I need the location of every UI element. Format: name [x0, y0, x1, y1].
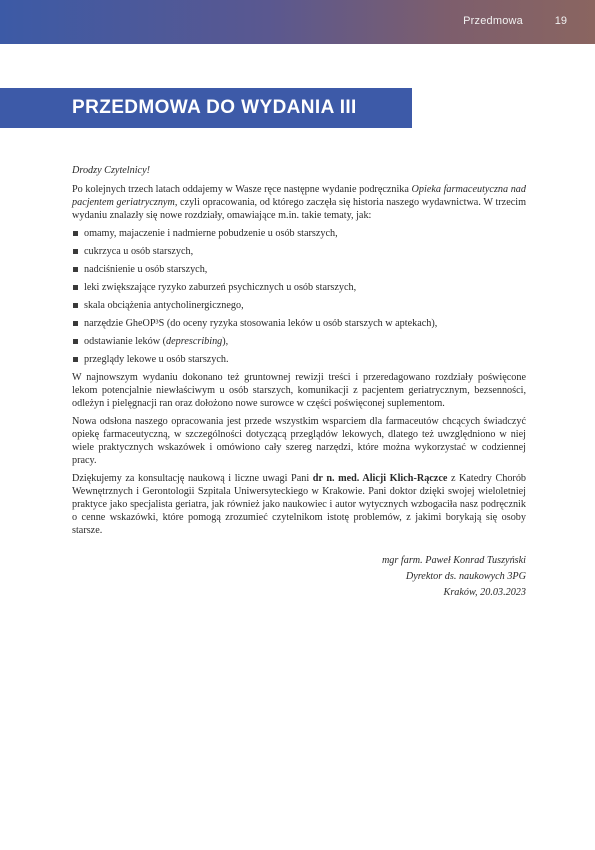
- revision-paragraph: W najnowszym wydaniu dokonano też gruntownej rewizji treści i przeredagowano rozdziały poświęcone lekom potencjalnie niewłaściwym u osób starszych, komunikacji z pacjentem geriatrycznym, bezsenności, odleżyn i pielęgnacji ran oraz dołożono nowe surowce w części poświęconej suplementom.: [72, 372, 526, 409]
- title-band: [0, 88, 412, 128]
- intro-text-2: , czyli opracowania, od którego zaczęła się historia naszego wydawnictwa. W trzecim wydaniu znalazły się nowe rozdziały, omawiające m.in. takie tematy, jak:: [72, 197, 526, 221]
- intro-paragraph: [72, 183, 526, 222]
- list-item: nadciśnienie u osób starszych,: [72, 263, 526, 276]
- list-item: cukrzyca u osób starszych,: [72, 245, 526, 258]
- intro-text-1: Po kolejnych trzech latach oddajemy w Wasze ręce następne wydanie podręcznika: [72, 184, 412, 195]
- deprescribing-post: ),: [222, 336, 229, 347]
- section-title: Przedmowa: [463, 15, 523, 27]
- ack-text-2: z Katedry Chorób Wewnętrznych i Gerontologii Szpitala Uniwersyteckiego w Krakowie. Pani doktor dzięki swojej wieloletniej praktyce jako specjalista geriatra, jak również jako naukowiec i autor wytycznych wzbogaciła nasz podręcznik o cenne wskazówki, które pomogą zrozumieć czytelnikom istotę problemów, z jakimi borykają się osoby starsze.: [72, 473, 527, 536]
- list-item: [72, 335, 526, 348]
- list-item: omamy, majaczenie i nadmierne pobudzenie u osób starszych,: [72, 227, 526, 240]
- book-title: Opieka farmaceutyczna nad pacjentem geriatrycznym: [72, 184, 526, 208]
- list-item: leki zwiększające ryzyko zaburzeń psychicznych u osób starszych,: [72, 281, 526, 294]
- preface-body: [72, 164, 526, 601]
- header-bar: [0, 0, 595, 44]
- list-item: narzędzie GheOP³S (do oceny ryzyka stosowania leków u osób starszych w aptekach),: [72, 317, 526, 330]
- topics-list: [72, 227, 526, 366]
- acknowledgement-paragraph: [72, 472, 526, 537]
- ack-text-1: Dziękujemy za konsultację naukową i liczne uwagi Pani: [72, 473, 313, 484]
- list-item: przeglądy lekowe u osób starszych.: [72, 353, 526, 366]
- consultant-name: dr n. med. Alicji Klich-Rączce: [312, 473, 448, 484]
- page-title: PRZEDMOWA DO WYDANIA III: [72, 97, 357, 118]
- deprescribing-pre: odstawianie leków (: [84, 336, 167, 347]
- page-number: 19: [554, 15, 567, 27]
- pharmacist-paragraph: Nowa odsłona naszego opracowania jest przede wszystkim wsparciem dla farmaceutów chcących świadczyć opiekę farmaceutyczną, w szczególności dotyczącą przeglądów lekowych, dlatego też uwzględniono w niej wiele praktycznych wskazówek i omówiono cały szereg narzędzi, które można wykorzystać w codziennej pracy.: [72, 416, 526, 466]
- list-item: skala obciążenia antycholinergicznego,: [72, 299, 526, 312]
- greeting: Drodzy Czytelnicy!: [72, 165, 150, 176]
- signature-block: [72, 553, 526, 601]
- signature-role: Dyrektor ds. naukowych 3PG: [405, 571, 526, 582]
- deprescribing-term: deprescribing: [166, 336, 223, 347]
- signature-name: mgr farm. Paweł Konrad Tuszyński: [381, 555, 526, 566]
- signature-place-date: Kraków, 20.03.2023: [443, 587, 526, 598]
